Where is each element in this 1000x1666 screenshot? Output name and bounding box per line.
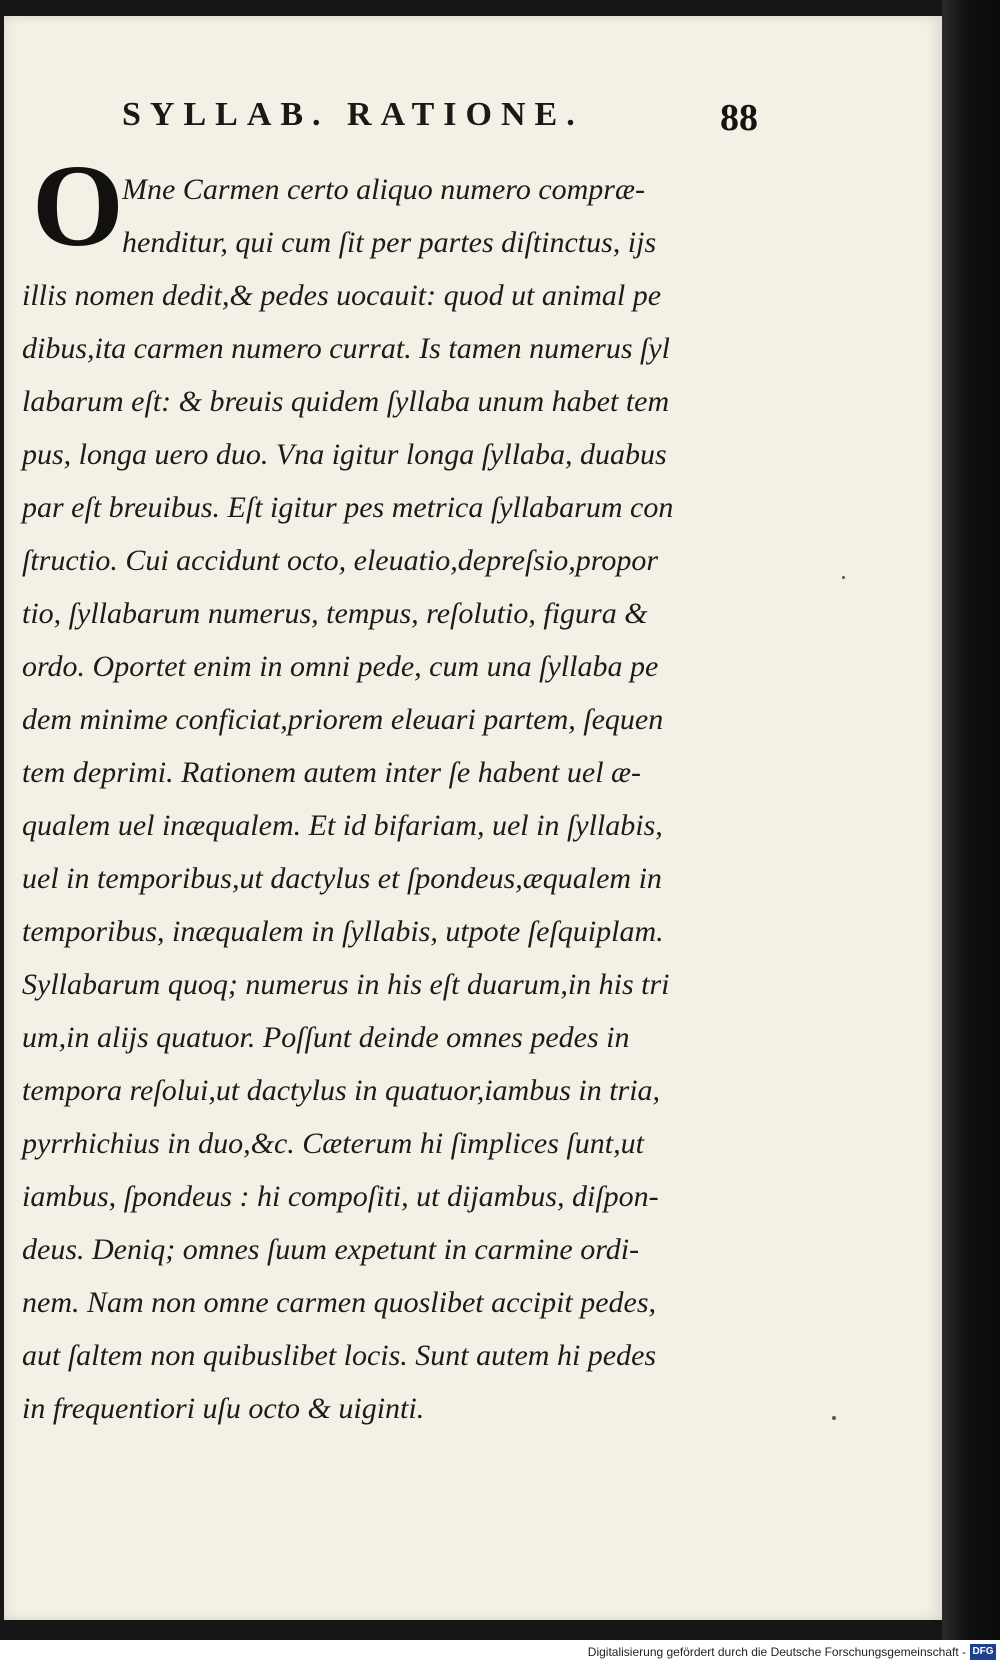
text-line: qualem uel inæqualem. Et id bifariam, uel in ſyllabis, [22,809,663,842]
running-head: SYLLAB. RATIONE. [122,96,584,133]
text-line: in frequentiori uſu octo & uiginti. [22,1392,425,1425]
text-line: dibus,ita carmen numero currat. Is tamen numerus ſyl [22,332,670,365]
book-page [4,16,942,1620]
page-header [122,96,772,146]
drop-cap: O [32,140,124,271]
text-line: aut ſaltem non quibuslibet locis. Sunt autem hi pedes [22,1339,657,1372]
paper-speck [832,1416,836,1420]
text-line: deus. Deniq; omnes ſuum expetunt in carmine ordi- [22,1233,640,1266]
text-line: labarum eſt: & breuis quidem ſyllaba unum habet tem [22,385,670,418]
text-line: illis nomen dedit,& pedes uocauit: quod ut animal pe [22,279,662,312]
text-line: ordo. Oportet enim in omni pede, cum una ſyllaba pe [22,650,659,683]
text-line: dem minime conficiat,priorem eleuari partem, ſequen [22,703,664,736]
text-line: ſtructio. Cui accidunt octo, eleuatio,depreſsio,propor [22,544,659,577]
text-line: um,in alijs quatuor. Poſſunt deinde omnes pedes in [22,1021,630,1054]
text-line: Mne Carmen certo aliquo numero compræ- [122,173,645,206]
text-line: pyrrhichius in duo,&c. Cæterum hi ſimplices ſunt,ut [22,1127,644,1160]
page-edge-shadow [942,0,1000,1640]
text-line: nem. Nam non omne carmen quoslibet accipit pedes, [22,1286,657,1319]
digitization-credit: Digitalisierung gefördert durch die Deutsche Forschungsgemeinschaft - [587,1645,966,1659]
text-line: iambus, ſpondeus : hi compoſiti, ut dijambus, diſpon- [22,1180,659,1213]
text-line: henditur, qui cum ſit per partes diſtinctus, ijs [122,226,657,259]
text-line: pus, longa uero duo. Vna igitur longa ſyllaba, duabus [22,438,667,471]
text-line: par eſt breuibus. Eſt igitur pes metrica ſyllabarum con [22,491,674,524]
text-line: tem deprimi. Rationem autem inter ſe habent uel æ- [22,756,642,789]
dfg-logo-icon: DFG [970,1644,996,1660]
body-text [22,163,734,1435]
digitization-footer [0,1640,1000,1666]
text-line: tio, ſyllabarum numerus, tempus, reſolutio, figura & [22,597,648,630]
paper-speck [842,576,845,579]
page-number: 88 [720,97,758,139]
text-line: tempora reſolui,ut dactylus in quatuor,iambus in tria, [22,1074,661,1107]
text-line: Syllabarum quoq; numerus in his eſt duarum,in his tri [22,968,670,1001]
text-line: uel in temporibus,ut dactylus et ſpondeus,æqualem in [22,862,662,895]
text-line: temporibus, inæqualem in ſyllabis, utpote ſeſquiplam. [22,915,664,948]
